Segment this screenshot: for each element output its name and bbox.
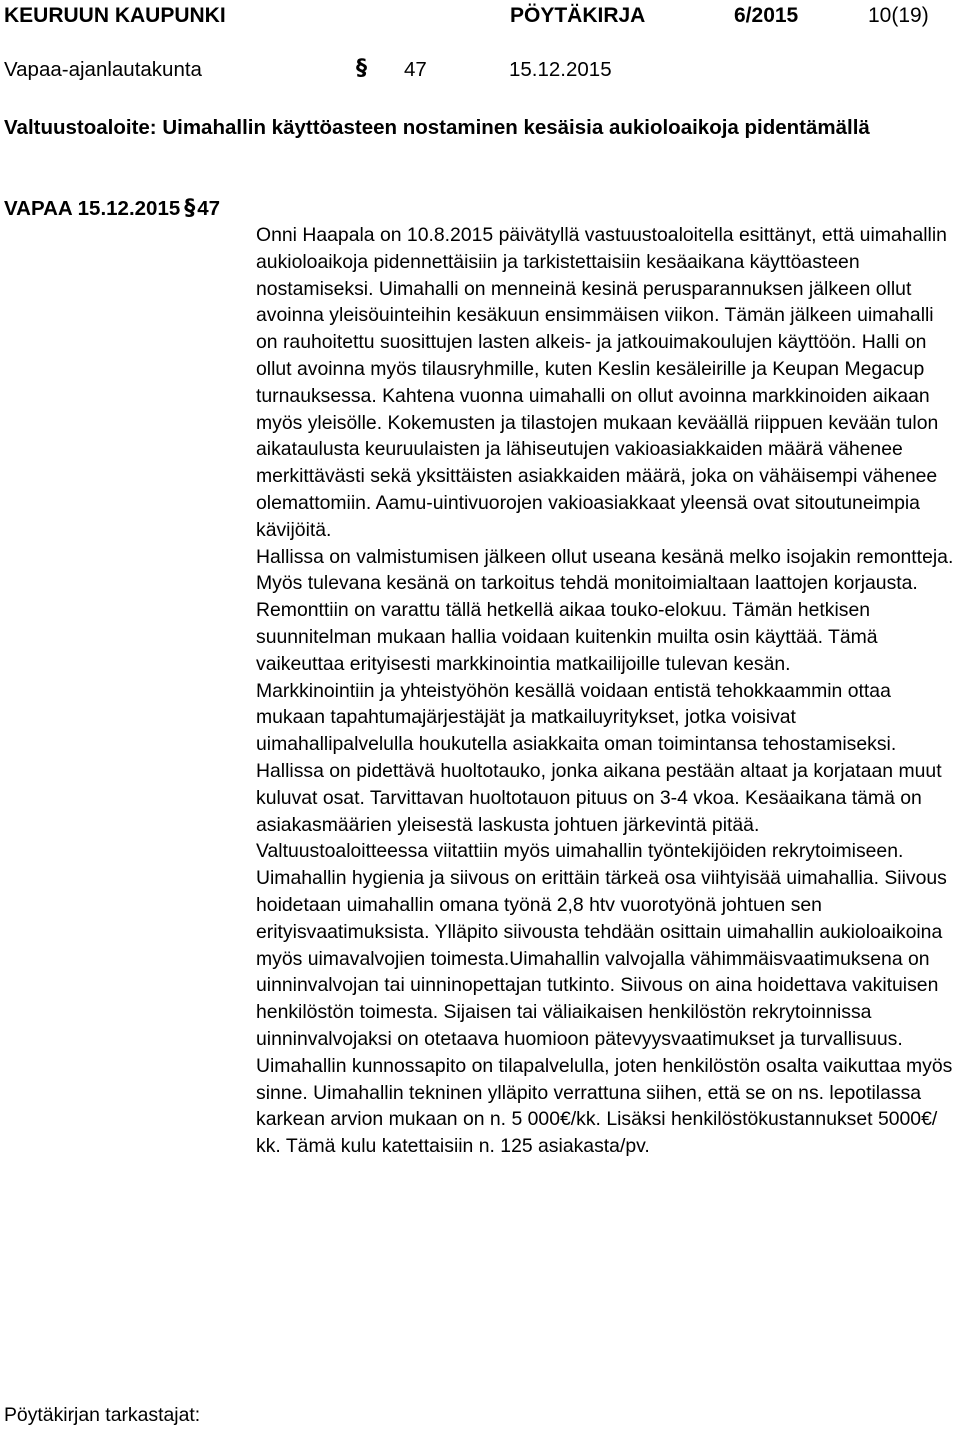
body-paragraph: Valtuustoaloitteessa viitattiin myös uimahallin työntekijöiden rekrytoimiseen. Uimahallin hygienia ja siivous on erittäin tärkeä osa viihtyisää uimahallia. Siivous hoidetaan uimahallin omana työnä 2,8 htv vuorotyönä johtuen sen erityisvaatimuksista. Ylläpito siivousta tehdään osittain uimahallin aukioloaikoina myös uimavalvojien toimesta.Uimahallin valvojalla vähimmäisvaatimuksena on uinninvalvojan tai uinninopettajan tutkinto. Siivous on aina hoidettava vakituisen henkilöstön toimesta. Sijaisen tai väliaikaisen henkilöstön rekrytoinnissa uinninvalvojaksi on otetaava huomioon pätevyysvaatimukset ja turvallisuus. Uimahallin kunnossapito on tilapalvelulla, joten henkilöstön osalta vaikuttaa myös sinne. Uimahallin tekninen ylläpito verrattuna siihen, että se on ns. lepotilassa karkean arvion mukaan on n. 5 000€/kk. Lisäksi henkilöstökustannukset 5000€/ kk. Tämä kulu katettaisiin n. 125 asiakasta/pv.: [256, 840, 953, 1158]
page-number: 10(19): [868, 4, 929, 27]
organization-name: KEURUUN KAUPUNKI: [4, 4, 226, 27]
body-paragraph: Hallissa on pidettävä huoltotauko, jonka aikana pestään altaat ja korjataan muut kuluvat osat. Tarvittavan huoltotauon pituus on 3-4 vkoa. Kesäaikana tämä on asiakasmäärien yleisestä laskusta johtuen järkevintä pitää.: [256, 759, 942, 836]
meeting-info: [0, 56, 960, 86]
reference-section-number: 47: [197, 197, 221, 220]
item-body: [256, 222, 958, 1160]
reference-prefix: VAPAA 15.12.2015: [4, 197, 181, 220]
document-type: PÖYTÄKIRJA: [510, 4, 646, 27]
reference-section-sign: §: [184, 196, 196, 221]
section-sign: §: [356, 56, 367, 81]
item-title: Valtuustoaloite: Uimahallin käyttöasteen nostaminen kesäisia aukioloaikoja pidentämällä: [4, 116, 870, 139]
document-header: [0, 0, 960, 32]
item-reference: [4, 196, 220, 221]
minutes-reviewers-label: Pöytäkirjan tarkastajat:: [4, 1404, 201, 1426]
body-paragraph: Onni Haapala on 10.8.2015 päivätyllä vastuustoaloitella esittänyt, että uimahallin aukioloaikoja pidennettäisiin ja tarkistettaisiin kesäaikana käyttöasteen nostamiseksi. Uimahalli on menneinä kesinä perusparannuksen jälkeen ollut avoinna yleisöuinteihin kesäkuun ensimmäisen viikon. Tämän jälkeen uimahalli on rauhoitettu suosittujen lasten alkeis- ja jatkouimakoulujen käyttöön. Halli on ollut avoinna myös tilausryhmille, kuten Keslin kesäleirille ja Keupan Megacup turnauksessa. Kahtena vuonna uimahalli on ollut avoinna markkinoiden aikaan myös yleisölle. Kokemusten ja tilastojen mukaan keväällä riippuen kevään tulon aikataulusta keuruulaisten ja lähiseutujen vakioasiakkaiden määrä vähenee merkittävästi sekä yksittäisten asiakkaiden määrä, joka on vähäisempi vähenee olemattomiin. Aamu-uintivuorojen vakioasiakkaat yleensä ovat sitoutuneimpia kävijöitä.: [256, 224, 947, 541]
body-paragraph: Hallissa on valmistumisen jälkeen ollut useana kesänä melko isojakin remontteja. Myös tulevana kesänä on tarkoitus tehdä monitoimialtaan laattojen korjausta. Remonttiin on varattu tällä hetkellä aikaa touko-elokuu. Tämän hetkisen suunnitelman mukaan hallia voidaan kuitenkin muilta osin käyttää. Tämä vaikeuttaa erityisesti markkinointia matkailijoille tulevan kesän.: [256, 545, 954, 675]
body-paragraph: Markkinointiin ja yhteistyöhön kesällä voidaan entistä tehokkaammin ottaa mukaan tapahtumajärjestäjät ja matkailuyritykset, jotka voisivat uimahallipalvelulla houkutella asiakkaita oman toimintansa tehostamiseksi.: [256, 679, 897, 756]
document-number: 6/2015: [734, 4, 799, 27]
committee-name: Vapaa-ajanlautakunta: [4, 58, 202, 81]
section-number: 47: [404, 58, 427, 81]
meeting-date: 15.12.2015: [509, 58, 612, 81]
